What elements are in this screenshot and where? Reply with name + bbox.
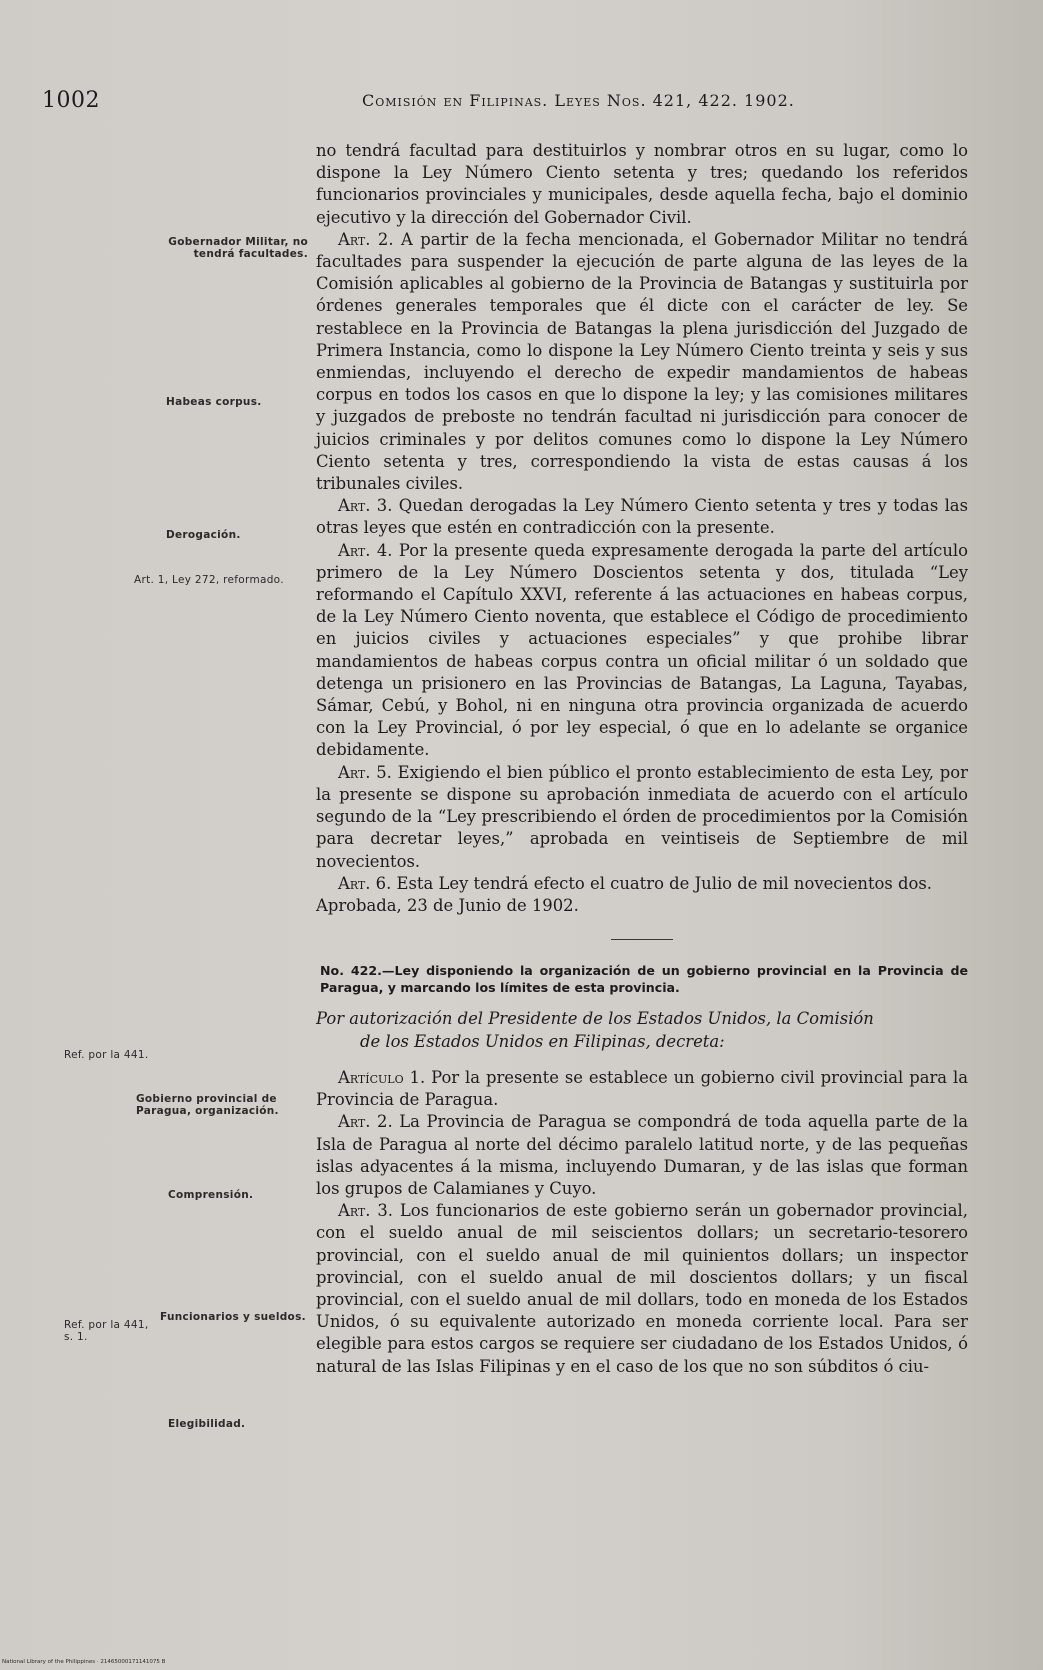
margin-note-elegibilidad: Elegibilidad. <box>168 1418 246 1430</box>
article-text: A partir de la fecha mencionada, el Gobernador Militar no tendrá facultades para suspender la ejecución de parte alguna de las leyes de la Comisión aplicables al gobierno de la Provincia de Batangas y sustituirla por órdenes generales temporales que él dicte con el carácter de ley. Se restablece en la Provincia de Batangas la plena jurisdicción del Juzgado de Primera Instancia, como lo dispone la Ley Número Ciento treinta y seis y sus enmiendas, incluyendo el derecho de expedir mandamientos de habeas corpus en todos los casos en que lo dispone la ley; y las comisiones militares y juzgados de preboste no tendrán facultad ni jurisdicción para conocer de juicios criminales y por delitos comunes como lo dispone la Ley Número Ciento setenta y tres, correspondiendo la vista de estas causas á los tribunales civiles. <box>316 229 968 494</box>
article-label: Art. 6. <box>338 873 392 893</box>
footer-credit: National Library of the Philippines · 21465000171141075 B <box>2 1659 166 1665</box>
paragraph-continuation: no tendrá facultad para destituirlos y nombrar otros en su lugar, como lo dispone la Ley Número Ciento setenta y tres; quedando los referidos funcionarios provinciales y municipales, desde aquella fecha, bajo el dominio ejecutivo y la dirección del Gobernador Civil. <box>316 141 968 227</box>
article-text: Los funcionarios de este gobierno serán un gobernador provincial, con el sueldo anual de mil seiscientos dollars; un secretario-tesorero provincial, con el sueldo anual de mil quinientos dollars; un inspector provincial, con el sueldo anual de mil doscientos dollars; y un fiscal provincial, con el sueldo anual de mil dollars, todo en moneda de los Estados Unidos, ó su equivalente autorizado en moneda corriente local. Para ser elegible para estos cargos se requiere ser ciudadano de los Estados Unidos, ó natural de las Islas Filipinas y en el caso de los que no son súbditos ó ciu- <box>316 1201 968 1376</box>
article-2-paragraph <box>316 229 968 495</box>
margin-note-funcionarios: Funcionarios y sueldos. <box>160 1311 306 1323</box>
article-text: Exigiendo el bien público el pronto establecimiento de esta Ley, por la presente se dispone su aprobación inmediata de acuerdo con el artículo segundo de la “Ley prescribiendo el órden de procedimientos por la Comisión para decretar leyes,” aprobada en veintiseis de Septiembre de mil novecientos. <box>316 762 968 871</box>
article-label: Artículo 1. <box>338 1067 426 1087</box>
article-5-paragraph <box>316 762 968 873</box>
articulo-1-paragraph <box>316 1067 968 1111</box>
article-text: La Provincia de Paragua se compondrá de toda aquella parte de la Isla de Paragua al norte del décimo paralelo latitud norte, y de las pequeñas islas adyacentes á la misma, incluyendo Dumaran, y de las islas que forman los grupos de Calamianes y Cuyo. <box>316 1112 969 1198</box>
preamble-line-2: de los Estados Unidos en Filipinas, decreta: <box>360 1031 725 1051</box>
article-text: Quedan derogadas la Ley Número Ciento setenta y tres y todas las otras leyes que estén en contradicción con la presente. <box>316 496 968 538</box>
margin-note-derogacion: Derogación. <box>166 529 241 541</box>
article-text: Por la presente queda expresamente derogada la parte del artículo primero de la Ley Número Doscientos setenta y dos, titulada “Ley reformando el Capítulo XXVI, referente á las actuaciones en habeas corpus, de la Ley Número Ciento noventa, que establece el Código de procedimiento en juicios civiles y actuaciones especiales” y que prohibe librar mandamientos de habeas corpus contra un oficial militar ó un soldado que detenga un prisionero en las Provincias de Batangas, La Laguna, Tayabas, Sámar, Cebú, y Bohol, ni en ninguna otra provincia organizada de acuerdo con la Ley Provincial, ó por ley especial, ó que en lo adelante se organice debidamente. <box>316 540 968 760</box>
article-label: Art. 3. <box>338 1201 393 1221</box>
margin-note-art1-ley272: Art. 1, Ley 272, reformado. <box>134 574 284 586</box>
approval-date: Aprobada, 23 de Junio de 1902. <box>316 895 579 915</box>
main-text-column <box>316 140 968 1378</box>
article-6-paragraph <box>316 873 968 895</box>
margin-note-habeas-corpus: Habeas corpus. <box>166 396 262 408</box>
articulo-2-paragraph <box>316 1111 968 1200</box>
article-label: Art. 2. <box>338 1112 393 1132</box>
law-422-heading: No. 422.—Ley disponiendo la organización de un gobierno provincial en la Provincia de Paragua, y marcando los límites de esta provincia. <box>320 963 968 996</box>
preamble-line-1: Por autorización del Presidente de los Estados Unidos, la Comisión <box>316 1009 874 1029</box>
margin-note-ref-441: Ref. por la 441. <box>64 1049 149 1061</box>
article-label: Art. 5. <box>338 762 392 782</box>
articulo-3-paragraph <box>316 1200 968 1378</box>
section-divider <box>611 939 673 940</box>
margin-note-gobernador: Gobernador Militar, no tendrá facultades. <box>168 236 308 260</box>
article-label: Art. 3. <box>338 496 393 516</box>
margin-note-ref-441-s1: Ref. por la 441, s. 1. <box>64 1319 149 1343</box>
page-number: 1002 <box>42 88 100 113</box>
article-3-paragraph <box>316 495 968 539</box>
running-title: Comisión en Filipinas. Leyes Nos. 421, 422. 1902. <box>362 91 795 110</box>
margin-note-comprension: Comprensión. <box>168 1189 254 1201</box>
page-header <box>42 88 922 114</box>
article-label: Art. 4. <box>338 540 393 560</box>
article-4-paragraph <box>316 540 968 762</box>
margin-note-gobierno-paragua: Gobierno provincial de Paragua, organización. <box>136 1093 279 1117</box>
article-text: Por la presente se establece un gobierno civil provincial para la Provincia de Paragua. <box>316 1067 968 1110</box>
article-label: Art. 2. <box>338 229 394 249</box>
article-text: Esta Ley tendrá efecto el cuatro de Julio de mil novecientos dos. <box>396 873 933 893</box>
law-preamble <box>316 1008 968 1053</box>
